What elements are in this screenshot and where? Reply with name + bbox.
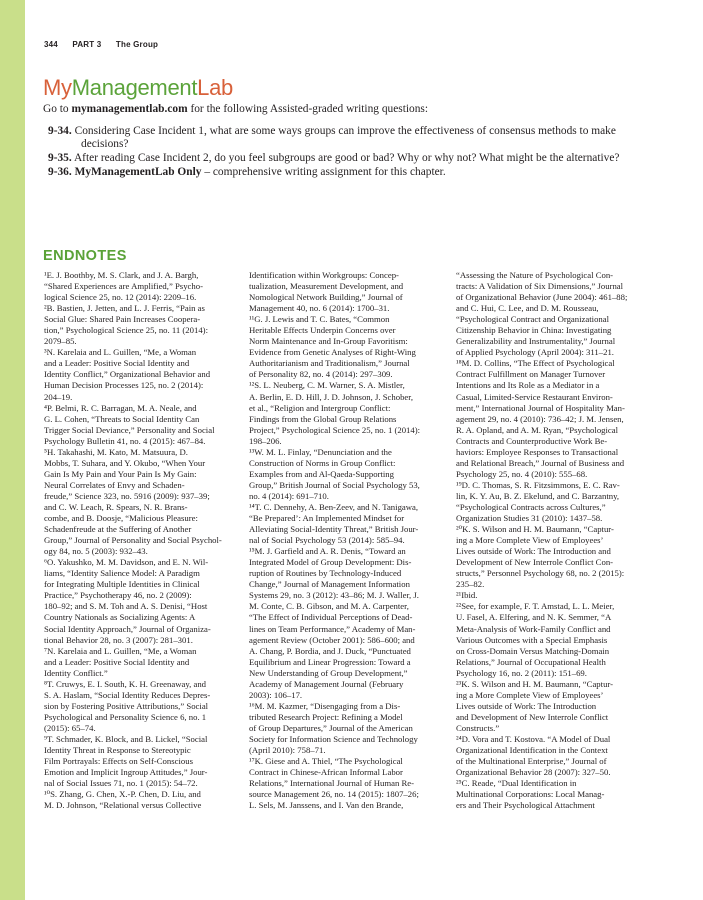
endnote-line: ¹¹G. J. Lewis and T. C. Bates, “Common (249, 314, 390, 325)
endnote-line: logical Science 25, no. 12 (2014): 2209–16. (44, 292, 197, 303)
endnote-line: lin, K. Y. Au, B. Z. Ekelund, and C. Barzantny, (456, 490, 620, 501)
endnote-line: of the Multinational Enterprise,” Journal of (456, 756, 607, 767)
question-number: 9-34. (48, 125, 72, 137)
mymanagementlab-logo (43, 77, 233, 99)
endnote-line: Management 40, no. 6 (2014): 1700–31. (249, 303, 390, 314)
endnote-line: Practice,” Psychotherapy 46, no. 2 (2009): (44, 590, 192, 601)
endnote-line: Citizenship Behavior in China: Investigating (456, 325, 612, 336)
endnote-line: Relations,” International Journal of Human Re- (249, 778, 415, 789)
endnote-line: Lives outside of Work: The Introduction and (456, 546, 611, 557)
endnote-line: agement 29, no. 4 (2010): 736–42; J. M. Jensen, (456, 413, 624, 424)
endnote-line: sion by Fostering Positive Attributions,” Social (44, 700, 209, 711)
endnote-line: U. Fasel, A. Elfering, and N. K. Semmer, “A (456, 612, 612, 623)
writing-questions (48, 125, 648, 180)
endnote-line: Social Identity Approach,” Journal of Organiza- (44, 623, 211, 634)
question-emphasis: MyManagementLab Only (74, 166, 202, 179)
endnotes-column-3 (456, 270, 652, 811)
endnote-line: ¹³W. M. L. Finlay, “Denunciation and the (249, 446, 392, 457)
endnote-line: 235–82. (456, 579, 485, 590)
endnote-line: of Applied Psychology (April 2004): 311–21. (456, 347, 614, 358)
endnote-line: Neural Correlates of Envy and Schaden- (44, 479, 185, 490)
endnote-line: tributed Research Project: Refining a Model (249, 711, 403, 722)
endnote-line: ¹⁰S. Zhang, G. Chen, X.-P. Chen, D. Liu, and (44, 789, 201, 800)
site-link[interactable]: mymanagementlab.com (71, 103, 188, 115)
endnote-line: ¹²S. L. Neuberg, C. M. Warner, S. A. Mistler, (249, 380, 405, 391)
page-number: 344 (44, 40, 58, 49)
endnote-line: (2015): 65–74. (44, 722, 96, 733)
endnote-line: ⁸T. Cruwys, E. I. South, K. H. Greenaway, and (44, 678, 207, 689)
endnote-line: Psychology Bulletin 41, no. 4 (2015): 467–84. (44, 435, 206, 446)
endnote-line: A. Berlin, E. D. Hill, J. D. Johnson, J. Schober, (249, 391, 413, 402)
question-text: Considering Case Incident 1, what are some ways groups can improve the effectiveness of consensus methods to make decisions? (74, 125, 616, 151)
question-item (48, 166, 648, 179)
endnote-line: S. A. Haslam, “Social Identity Reduces Depres- (44, 689, 211, 700)
endnote-line: Contracts and Counterproductive Work Be- (456, 435, 608, 446)
endnote-line: ²¹Ibid. (456, 590, 478, 601)
endnote-line: 180–92; and S. M. Toh and A. S. Denisi, “Host (44, 601, 208, 612)
endnote-line: M. D. Johnson, “Relational versus Collective (44, 800, 202, 811)
endnote-line: ⁷N. Karelaia and L. Guillen, “Me, a Woman (44, 645, 197, 656)
endnote-line: agement Review (October 2001): 586–600; and (249, 634, 415, 645)
endnote-line: New Understanding of Group Development,” (249, 667, 408, 678)
endnote-line: “Shared Experiences are Amplified,” Psycho- (44, 281, 203, 292)
endnote-line: Constructs.” (456, 722, 500, 733)
endnote-line: et al., “Religion and Intergroup Conflict: (249, 402, 391, 413)
endnote-line: Norm Maintenance and In-Group Favoritism: (249, 336, 408, 347)
endnote-line: on Cross-Domain Versus Matching-Domain (456, 645, 610, 656)
endnote-line: ¹⁵M. J. Garfield and A. R. Denis, “Toward an (249, 546, 406, 557)
endnote-line: and Relational Breach,” Journal of Business and (456, 457, 625, 468)
endnote-line: structs,” Personnel Psychology 68, no. 2 (2015): (456, 568, 625, 579)
endnote-line: ⁶O. Yakushko, M. M. Davidson, and E. N. Wil- (44, 557, 209, 568)
endnote-line: G. L. Cohen, “Threats to Social Identity Can (44, 413, 200, 424)
endnote-line: ²⁴D. Vora and T. Kostova. “A Model of Dual (456, 733, 611, 744)
logo-lab: Lab (197, 75, 233, 100)
endnote-line: source Management 26, no. 14 (2015): 1807–26; (249, 789, 419, 800)
endnote-line: ⁴P. Belmi, R. C. Barragan, M. A. Neale, and (44, 402, 197, 413)
endnote-line: Change,” Journal of Management Information (249, 579, 410, 590)
endnote-line: Construction of Norms in Group Conflict: (249, 457, 396, 468)
endnote-line: Intentions and Its Role as a Mediator in a (456, 380, 600, 391)
endnote-line: Social Glue: Shared Pain Increases Coopera- (44, 314, 201, 325)
endnote-line: tualization, Measurement Development, and (249, 281, 404, 292)
endnote-line: for Integrating Multiple Identities in Clinical (44, 579, 200, 590)
endnote-line: R. A. Opland, and A. M. Ryan, “Psychological (456, 424, 619, 435)
endnote-line: ²³K. S. Wilson and H. M. Baumann, “Captur- (456, 678, 614, 689)
endnote-line: freude,” Science 323, no. 5916 (2009): 937–39; (44, 490, 210, 501)
endnote-line: combe, and B. Doosje, “Malicious Pleasure: (44, 513, 198, 524)
endnote-line: Emotion and Implicit Ingroup Attitudes,” Jour- (44, 767, 208, 778)
endnote-line: Identity Conflict,” Organizational Behavior and (44, 369, 211, 380)
logo-management: Management (71, 75, 198, 100)
endnote-line: “Psychological Contracts across Cultures,” (456, 501, 606, 512)
endnote-line: ²⁰K. S. Wilson and H. M. Baumann, “Captur- (456, 524, 614, 535)
endnote-line: ers and Their Psychological Attachment (456, 800, 595, 811)
endnote-line: Mobbs, T. Suhara, and Y. Okubo, “When Your (44, 457, 206, 468)
endnote-line: tracts: A Validation of Six Dimensions,” Journal (456, 281, 624, 292)
endnote-line: Heritable Effects Underpin Concerns over (249, 325, 396, 336)
endnote-line: Project,” Psychological Science 25, no. 1 (2014): (249, 424, 421, 435)
running-header (44, 40, 170, 49)
endnotes-heading: ENDNOTES (43, 248, 127, 264)
endnote-line: “The Effect of Individual Perceptions of Dead- (249, 612, 413, 623)
endnote-line: and a Leader: Positive Social Identity and (44, 358, 190, 369)
endnote-line: ment,” International Journal of Hospitality Man- (456, 402, 625, 413)
endnote-line: nal of Social Issues 71, no. 1 (2015): 54–72. (44, 778, 198, 789)
endnote-line: Relations,” Journal of Occupational Health (456, 656, 606, 667)
question-text: – comprehensive writing assignment for this chapter. (201, 166, 446, 179)
endnote-line: Organizational Behavior 28 (2007): 327–50. (456, 767, 611, 778)
endnote-line: Psychology 25, no. 4 (2010): 555–68. (456, 468, 588, 479)
endnote-line: ¹⁹D. C. Thomas, S. R. Fitzsimmons, E. C. Rav- (456, 479, 620, 490)
part-title: The Group (115, 40, 159, 49)
logo-my: My (43, 75, 72, 100)
endnote-line: Group,” British Journal of Social Psychology 53, (249, 479, 420, 490)
endnote-line: L. Sels, M. Janssens, and I. Van den Brande, (249, 800, 404, 811)
endnote-line: Lives outside of Work: The Introduction (456, 700, 597, 711)
endnote-line: ¹⁸M. D. Collins, “The Effect of Psychological (456, 358, 615, 369)
endnote-line: Systems 29, no. 3 (2012): 43–86; M. J. Waller, J. (249, 590, 419, 601)
endnote-line: Academy of Management Journal (February (249, 678, 404, 689)
endnote-line: ¹⁷K. Giese and A. Thiel, “The Psychological (249, 756, 403, 767)
endnote-line: nal of Social Psychology 53 (2014): 585–94. (249, 535, 405, 546)
endnote-line: ogy 84, no. 5 (2003): 932–43. (44, 546, 148, 557)
endnote-line: ing a More Complete View of Employees’ (456, 689, 604, 700)
endnote-line: Schadenfreude at the Suffering of Another (44, 524, 192, 535)
endnote-line: M. Conte, C. B. Gibson, and M. A. Carpenter, (249, 601, 409, 612)
endnote-line: Organization Studies 31 (2010): 1437–58. (456, 513, 603, 524)
endnote-line: Contract Fulfillment on Manager Turnover (456, 369, 606, 380)
endnote-line: haviors: Employee Responses to Transactional (456, 446, 619, 457)
endnote-line: Findings from the Global Group Relations (249, 413, 397, 424)
endnote-line: “Be Prepared’: An Implemented Mindset for (249, 513, 405, 524)
endnote-line: ²B. Bastien, J. Jetten, and L. J. Ferris, “Pain as (44, 303, 205, 314)
endnote-line: Identification within Workgroups: Concep- (249, 270, 399, 280)
question-number: 9-36. (48, 166, 72, 179)
endnote-line: and Development of New Interrole Conflict (456, 711, 609, 722)
endnote-line: 204–19. (44, 391, 73, 402)
question-item (48, 125, 648, 152)
endnote-line: tion,” Psychological Science 25, no. 11 (2014): (44, 325, 208, 336)
endnote-line: Film Portrayals: Effects on Self-Conscious (44, 756, 193, 767)
endnote-line: Evidence from Genetic Analyses of Right-Wing (249, 347, 416, 358)
endnote-line: ¹E. J. Boothby, M. S. Clark, and J. A. Bargh, (44, 270, 199, 280)
endnote-line: and C. Hui, C. Lee, and D. M. Rousseau, (456, 303, 599, 314)
endnote-line: Casual, Limited-Service Restaurant Environ- (456, 391, 613, 402)
endnote-line: “Psychological Contract and Organizational (456, 314, 610, 325)
endnote-line: and a Leader: Positive Social Identity and (44, 656, 190, 667)
endnote-line: A. Chang, P. Bordia, and J. Duck, “Punctuated (249, 645, 411, 656)
endnote-line: ³N. Karelaia and L. Guillen, “Me, a Woman (44, 347, 197, 358)
endnote-line: and C. W. Leach, R. Spears, N. R. Brans- (44, 501, 188, 512)
endnote-line: tional Behavior 28, no. 3 (2007): 281–301. (44, 634, 193, 645)
endnote-line: of Group Departures,” Journal of the American (249, 722, 413, 733)
endnote-line: Development of New Interrole Conflict Con- (456, 557, 614, 568)
endnote-line: Equilibrium and Linear Progression: Toward a (249, 656, 411, 667)
endnote-line: of Organizational Behavior (June 2004): 461–88; (456, 292, 628, 303)
endnote-line: Various Outcomes with a Special Emphasis (456, 634, 608, 645)
endnote-line: Identity Threat in Response to Stereotypic (44, 745, 191, 756)
endnote-line: ²⁵C. Reade, “Dual Identification in (456, 778, 577, 789)
endnote-line: Authoritarianism and Traditionalism,” Journal (249, 358, 410, 369)
endnote-line: Human Decision Processes 125, no. 2 (2014): (44, 380, 204, 391)
endnote-line: lines on Team Performance,” Academy of Man- (249, 623, 416, 634)
endnote-line: 198–206. (249, 435, 282, 446)
endnote-line: Psychological and Personality Science 6, no. 1 (44, 711, 207, 722)
endnote-line: Alleviating Social-Identity Threat,” British Jour- (249, 524, 419, 535)
endnote-line: Identity Conflict.” (44, 667, 108, 678)
endnote-line: ¹⁴T. C. Dennehy, A. Ben-Zeev, and N. Tanigawa, (249, 501, 419, 512)
endnote-line: ¹⁶M. M. Kazmer, “Disengaging from a Dis- (249, 700, 401, 711)
endnote-line: ²²See, for example, F. T. Amstad, L. L. Meier, (456, 601, 615, 612)
endnote-line: Contract in Chinese-African Informal Labor (249, 767, 403, 778)
endnote-line: Society for Information Science and Technology (249, 733, 418, 744)
endnote-line: (April 2010): 758–71. (249, 745, 326, 756)
part-label: PART 3 (72, 40, 102, 49)
endnote-line: Multinational Corporations: Local Manag- (456, 789, 605, 800)
endnote-line: ing a More Complete View of Employees’ (456, 535, 604, 546)
endnote-line: ⁹T. Schmader, K. Block, and B. Lickel, “Social (44, 733, 208, 744)
endnote-line: Integrated Model of Group Development: Dis- (249, 557, 412, 568)
endnote-line: Organizational Identification in the Context (456, 745, 608, 756)
question-item (48, 152, 648, 165)
endnote-line: liams, “Identity Salience Model: A Paradigm (44, 568, 200, 579)
endnote-line: Examples from and Al-Qaeda-Supporting (249, 468, 394, 479)
endnote-line: “Assessing the Nature of Psychological Con- (456, 270, 614, 280)
margin-color-bar (0, 0, 25, 900)
endnote-line: ruption of Routines by Technology-Induced (249, 568, 402, 579)
endnote-line: Psychology 16, no. 2 (2011): 151–69. (456, 667, 587, 678)
assignment-intro: Go to mymanagementlab.com for the following Assisted-graded writing questions: (43, 103, 429, 115)
endnote-line: Meta-Analysis of Work-Family Conflict and (456, 623, 611, 634)
endnote-line: 2079–85. (44, 336, 77, 347)
endnotes-column-1 (44, 270, 240, 811)
question-number: 9-35. (48, 152, 72, 165)
endnote-line: of Personality 82, no. 4 (2014): 297–309. (249, 369, 393, 380)
endnote-line: no. 4 (2014): 691–710. (249, 490, 329, 501)
endnote-line: Trigger Social Deviance,” Personality and Social (44, 424, 215, 435)
endnote-line: Country Nationals as Socializing Agents: A (44, 612, 196, 623)
endnote-line: Nomological Network Building,” Journal of (249, 292, 403, 303)
endnote-line: Group,” Journal of Personality and Social Psychol- (44, 535, 222, 546)
endnote-line: ⁵H. Takahashi, M. Kato, M. Matsuura, D. (44, 446, 188, 457)
endnotes-column-2 (249, 270, 445, 811)
endnote-line: 2003): 106–17. (249, 689, 303, 700)
endnote-line: Generalizability and Instrumentality,” Journal (456, 336, 616, 347)
question-text: After reading Case Incident 2, do you feel subgroups are good or bad? Why or why not? What might be the alternative? (73, 152, 620, 165)
endnote-line: Gain Is My Pain and Your Pain Is My Gain: (44, 468, 197, 479)
